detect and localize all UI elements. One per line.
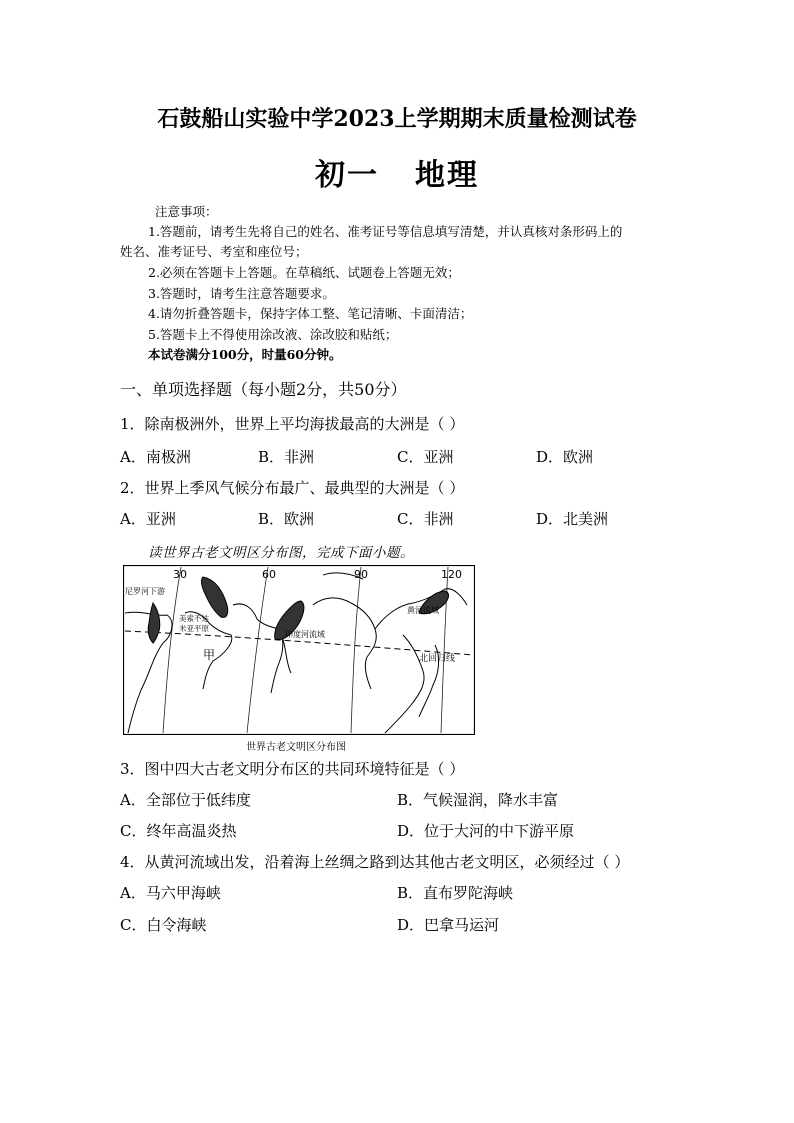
longitude-label: 90 xyxy=(354,568,368,581)
map-frame xyxy=(124,566,475,735)
section-title: 一、单项选择题（每小题2分，共50分） xyxy=(120,380,407,399)
longitude-label: 30 xyxy=(173,568,187,581)
notice-item: 4.请勿折叠答题卡，保持字体工整、笔记清晰、卡面清洁； xyxy=(148,306,473,321)
notice-item: 1.答题前，请考生先将自己的姓名、准考证号等信息填写清楚，并认真核对条形码上的 xyxy=(148,224,623,239)
map-svg xyxy=(123,565,475,735)
question-option: C．亚洲 xyxy=(397,448,454,466)
civilization-map xyxy=(123,565,475,735)
notice-item: 5.答题卡上不得使用涂改液、涂改胶和贴纸； xyxy=(148,327,398,342)
exam-subject xyxy=(0,150,794,194)
map-caption: 世界古老文明区分布图 xyxy=(246,742,346,753)
question-option: C．非洲 xyxy=(397,510,454,528)
score-note: 本试卷满分100分，时量60分钟。 xyxy=(148,347,342,362)
nile-label: 尼罗河下游 xyxy=(125,587,165,596)
question-option: D．欧洲 xyxy=(536,448,594,466)
question-option: A．全部位于低纬度 xyxy=(120,791,251,809)
question-stem: 3．图中四大古老文明分布区的共同环境特征是（ ） xyxy=(120,760,465,778)
tropic-label: 北回归线 xyxy=(419,654,456,664)
question-option: D．位于大河的中下游平原 xyxy=(397,822,575,840)
question-option: B．欧洲 xyxy=(258,510,315,528)
subject-label: 地理 xyxy=(415,158,479,193)
question-stem: 2．世界上季风气候分布最广、最典型的大洲是（ ） xyxy=(120,479,465,497)
jia-label: 甲 xyxy=(203,648,216,662)
question-stem: 1．除南极洲外，世界上平均海拔最高的大洲是（ ） xyxy=(120,415,465,433)
notice-item: 2.必须在答题卡上答题。在草稿纸、试题卷上答题无效； xyxy=(148,265,460,280)
question-option: C．白令海峡 xyxy=(120,916,207,934)
question-option: A．马六甲海峡 xyxy=(120,884,221,902)
question-option: B．气候湿润，降水丰富 xyxy=(397,791,559,809)
question-option: A．南极洲 xyxy=(120,448,191,466)
exam-title: 石鼓船山实验中学2023上学期期末质量检测试卷 xyxy=(157,106,637,132)
question-option: A．亚洲 xyxy=(120,510,176,528)
question-stem: 4．从黄河流域出发，沿着海上丝绸之路到达其他古老文明区，必须经过（ ） xyxy=(120,853,630,871)
notice-item: 姓名、准考证号、考室和座位号； xyxy=(120,244,308,259)
question-option: C．终年高温炎热 xyxy=(120,822,237,840)
notice-item: 3.答题时，请考生注意答题要求。 xyxy=(148,286,335,301)
map-intro: 读世界古老文明区分布图，完成下面小题。 xyxy=(148,545,414,561)
question-option: B．直布罗陀海峡 xyxy=(397,884,514,902)
longitude-label: 120 xyxy=(441,568,462,581)
notice-heading: 注意事项： xyxy=(155,204,218,219)
grade-label: 初一 xyxy=(315,158,379,193)
mesopotamia-label: 米亚平原 xyxy=(179,624,209,633)
longitude-label: 60 xyxy=(262,568,276,581)
indus-label: 印度河流域 xyxy=(285,630,325,639)
mesopotamia-label: 美索不达 xyxy=(179,614,209,623)
yellow-river-label: 黄河流域 xyxy=(407,606,439,615)
question-option: D．巴拿马运河 xyxy=(397,916,500,934)
question-option: B．非洲 xyxy=(258,448,315,466)
question-option: D．北美洲 xyxy=(536,510,609,528)
